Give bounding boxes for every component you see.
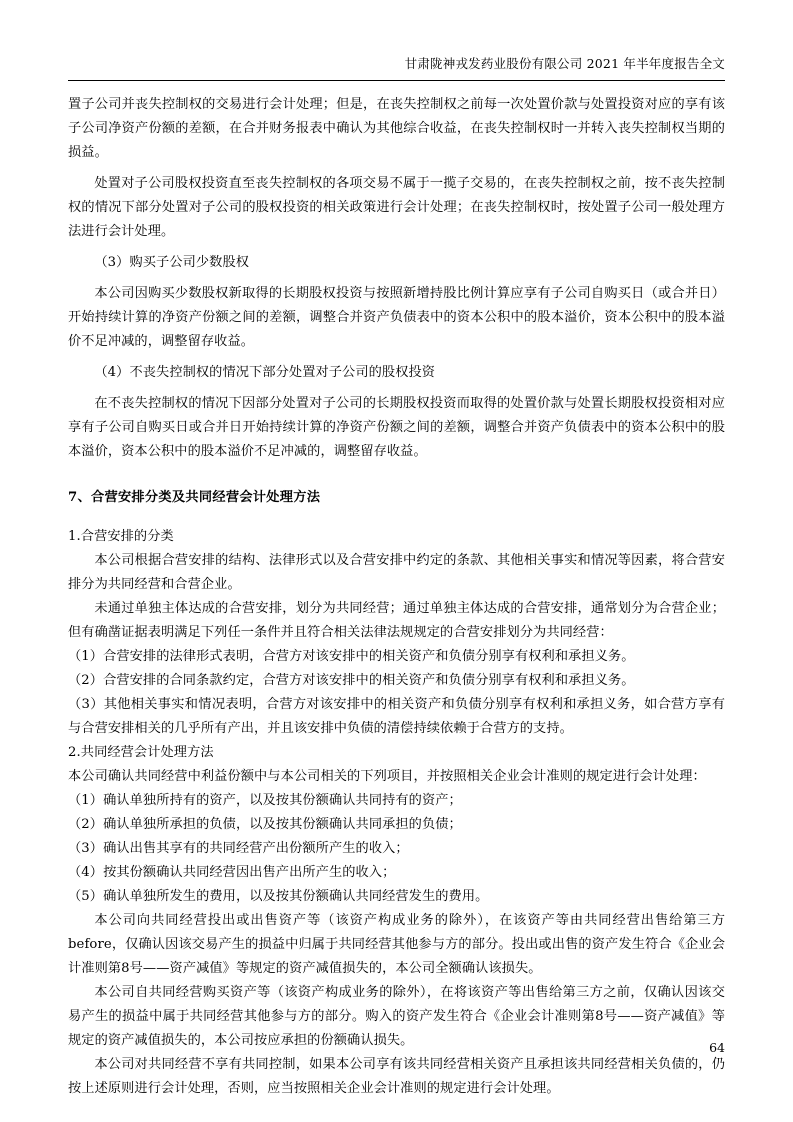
paragraph-purchase-assets: 本公司自共同经营购买资产等（该资产构成业务的除外），在将该资产等出售给第三方之前，仅确认因该交易产生的损益中属于共同经营其他参与方的部分。购入的资产发生符合《企业会计准则第8号——资产减值》等规定的资产减值损失的，本公司按应承担的份额确认损失。 [68, 985, 725, 1049]
list-item-contract-terms: （2）合营安排的合同条款约定，合营方对该安排中的相关资产和负债分别享有权利和承担义务。 [68, 672, 635, 688]
list-item-revenue-own-share: （3）确认出售其享有的共同经营产出份额所产生的收入； [68, 840, 409, 856]
paragraph-partial-disposal: 在不丧失控制权的情况下因部分处置对子公司的长期股权投资而取得的处置价款与处置长期股权投资相对应享有子公司自购买日或合并日开始持续计算的净资产份额之间的差额，调整合并资产负债表中的资本公积中的股本溢价，资本公积中的股本溢价不足冲减的，调整留存收益。 [68, 395, 725, 459]
paragraph-disposal-transactions: 处置对子公司股权投资直至丧失控制权的各项交易不属于一揽子交易的，在丧失控制权之前，按不丧失控制权的情况下部分处置对子公司的股权投资的相关政策进行会计处理；在丧失控制权时，按处置子公司一般处理方法进行会计处理。 [68, 175, 725, 239]
page-number: 64 [709, 1040, 725, 1055]
paragraph-continuation: 置子公司并丧失控制权的交易进行会计处理；但是，在丧失控制权之前每一次处置价款与处置投资对应的享有该子公司净资产份额的差额，在合并财务报表中确认为其他综合收益，在丧失控制权时一并转入丧失控制权当期的损益。 [68, 96, 725, 160]
subheading-classification: 1.合营安排的分类 [68, 528, 174, 544]
section-title-joint-arrangements: 7、合营安排分类及共同经营会计处理方法 [68, 489, 321, 505]
paragraph-contribute-assets: 本公司向共同经营投出或出售资产等（该资产构成业务的除外），在该资产等由共同经营出售给第三方before，仅确认因该交易产生的损益中归属于共同经营其他参与方的部分。投出或出售的资产发生符合《企业会计准则第8号——资产减值》等规定的资产减值损失的，本公司全额确认该损失。 [68, 912, 725, 977]
list-item-expenses: （5）确认单独所发生的费用，以及按其份额确认共同经营发生的费用。 [68, 888, 489, 904]
paragraph-minority-interest: 本公司因购买少数股权新取得的长期股权投资与按照新增持股比例计算应享有子公司自购买日（或合并日）开始持续计算的净资产份额之间的差额，调整合并资产负债表中的资本公积中的股本溢价，资本公积中的股本溢价不足冲减的，调整留存收益。 [68, 285, 725, 349]
list-item-assets: （1）确认单独所持有的资产，以及按其份额确认共同持有的资产； [68, 792, 462, 808]
subheading-joint-operation-accounting: 2.共同经营会计处理方法 [68, 744, 214, 760]
header-divider [68, 80, 725, 81]
heading-purchase-minority-interest: （3）购买子公司少数股权 [94, 254, 250, 270]
paragraph-no-joint-control: 本公司对共同经营不享有共同控制，如果本公司享有该共同经营相关资产且承担该共同经营相关负债的，仍按上述原则进行会计处理，否则，应当按照相关企业会计准则的规定进行会计处理。 [68, 1057, 725, 1097]
list-item-other-facts: （3）其他相关事实和情况表明，合营方对该安排中的相关资产和负债分别享有权利和承担义务，如合营方享有与合营安排相关的几乎所有产出，并且该安排中负债的清偿持续依赖于合营方的支持。 [68, 696, 725, 736]
paragraph-classification-factors: 本公司根据合营安排的结构、法律形式以及合营安排中约定的条款、其他相关事实和情况等因素，将合营安排分为共同经营和合营企业。 [68, 552, 725, 592]
list-item-legal-form: （1）合营安排的法律形式表明，合营方对该安排中的相关资产和负债分别享有权利和承担义务。 [68, 648, 635, 664]
heading-partial-disposal: （4）不丧失控制权的情况下部分处置对子公司的股权投资 [94, 364, 436, 380]
page-content [68, 55, 725, 1101]
list-item-liabilities: （2）确认单独所承担的负债，以及按其份额确认共同承担的负债； [68, 816, 462, 832]
paragraph-separate-vehicle: 未通过单独主体达成的合营安排，划分为共同经营；通过单独主体达成的合营安排，通常划分为合营企业；但有确凿证据表明满足下列任一条件并且符合相关法律法规规定的合营安排划分为共同经营： [68, 600, 725, 640]
list-item-revenue-share: （4）按其份额确认共同经营因出售产出所产生的收入； [68, 864, 396, 880]
paragraph-recognition-intro: 本公司确认共同经营中利益份额中与本公司相关的下列项目，并按照相关企业会计准则的规定进行会计处理： [68, 768, 706, 784]
page-header: 甘肃陇神戎发药业股份有限公司 2021 年半年度报告全文 [404, 56, 725, 71]
